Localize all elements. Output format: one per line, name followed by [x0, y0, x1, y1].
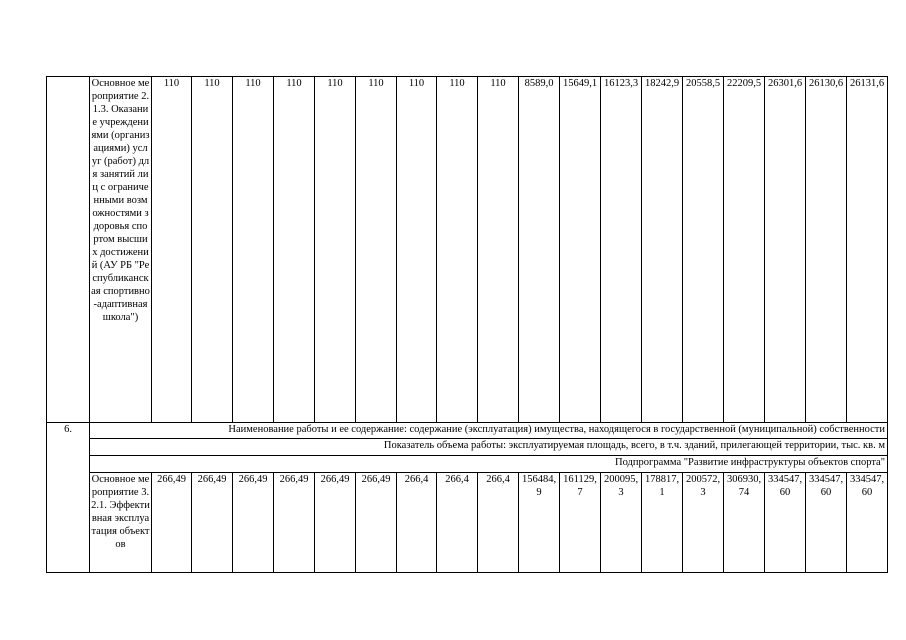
- work-name-cell: Наименование работы и ее содержание: содержание (эксплуатация) имущества, находящегося в государственной (муниципальной) собственности: [90, 423, 888, 439]
- value-cell: 266,4: [397, 473, 437, 573]
- value-cell: 266,4: [478, 473, 519, 573]
- activity-name-cell: Основное мероприятие 3.2.1. Эффективная эксплуатация объектов: [90, 473, 152, 573]
- value-cell: 18242,9: [642, 77, 683, 423]
- activity-row-3-2-1: [47, 473, 888, 573]
- value-cell: 20558,5: [683, 77, 724, 423]
- value-cell: 200095,3: [601, 473, 642, 573]
- subprogram-cell: Подпрограмма "Развитие инфраструктуры объектов спорта": [90, 456, 888, 473]
- value-cell: 110: [274, 77, 315, 423]
- row-number-cell-empty: [47, 77, 90, 423]
- value-cell: 156484,9: [519, 473, 560, 573]
- activity-name-cell: Основное мероприятие 2.1.3. Оказание учреждениями (организациями) услуг (работ) для занятий лиц с ограниченными возможностями здоровья спортом высших достижений (АУ РБ "Республиканская спортивно-адаптивная школа"): [90, 77, 152, 423]
- value-cell: 178817,1: [642, 473, 683, 573]
- row-number-cell: 6.: [47, 423, 90, 573]
- value-cell: 110: [192, 77, 233, 423]
- value-cell: 161129,7: [560, 473, 601, 573]
- value-cell: 334547,60: [765, 473, 806, 573]
- value-cell: 110: [233, 77, 274, 423]
- value-cell: 200572,3: [683, 473, 724, 573]
- value-cell: 334547,60: [847, 473, 888, 573]
- value-cell: 110: [315, 77, 356, 423]
- subprogram-row: [47, 456, 888, 473]
- value-cell: 15649,1: [560, 77, 601, 423]
- value-cell: 110: [437, 77, 478, 423]
- indicator-row: [47, 439, 888, 456]
- value-cell: 8589,0: [519, 77, 560, 423]
- value-cell: 110: [478, 77, 519, 423]
- value-cell: 26301,6: [765, 77, 806, 423]
- value-cell: 110: [397, 77, 437, 423]
- value-cell: 22209,5: [724, 77, 765, 423]
- value-cell: 26131,6: [847, 77, 888, 423]
- value-cell: 334547,60: [806, 473, 847, 573]
- indicator-cell: Показатель объема работы: эксплуатируемая площадь, всего, в т.ч. зданий, прилегающей территории, тыс. кв. м: [90, 439, 888, 456]
- value-cell: 266,49: [152, 473, 192, 573]
- activity-row-2-1-3: [47, 77, 888, 423]
- document-table: [46, 76, 888, 573]
- value-cell: 110: [152, 77, 192, 423]
- value-cell: 266,49: [192, 473, 233, 573]
- value-cell: 266,49: [356, 473, 397, 573]
- value-cell: 16123,3: [601, 77, 642, 423]
- value-cell: 266,49: [274, 473, 315, 573]
- value-cell: 26130,6: [806, 77, 847, 423]
- value-cell: 110: [356, 77, 397, 423]
- value-cell: 266,49: [315, 473, 356, 573]
- value-cell: 266,49: [233, 473, 274, 573]
- value-cell: 266,4: [437, 473, 478, 573]
- value-cell: 306930,74: [724, 473, 765, 573]
- section-6-title-row: [47, 423, 888, 439]
